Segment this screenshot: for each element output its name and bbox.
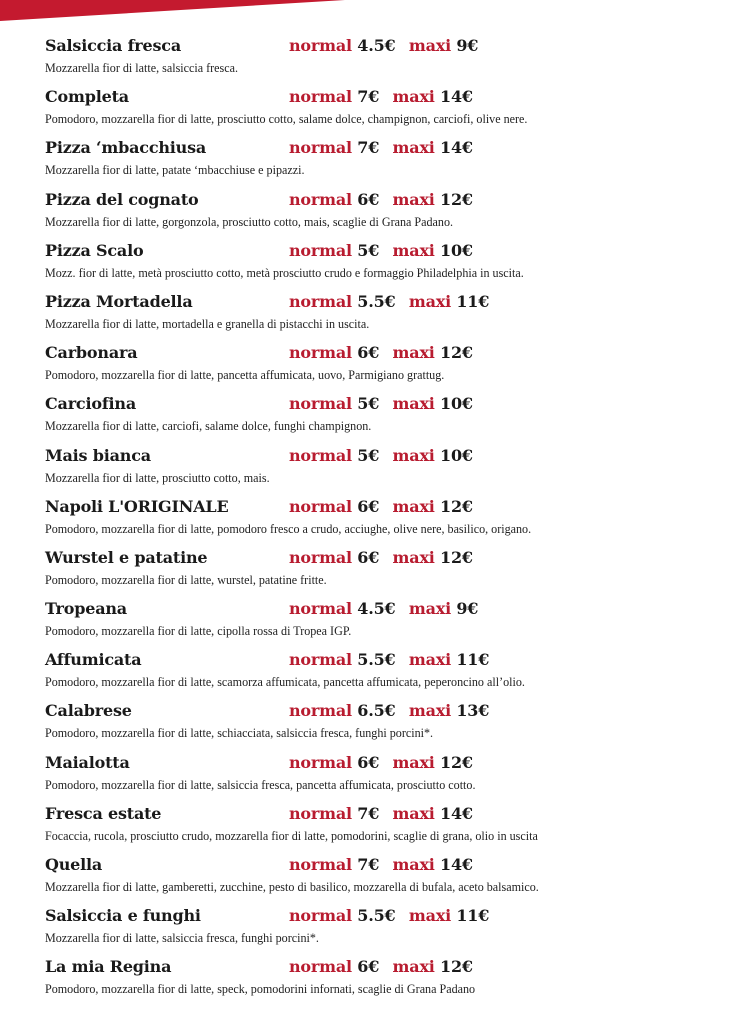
normal-label: normal bbox=[289, 36, 352, 55]
normal-price: 7€ bbox=[357, 803, 380, 823]
normal-price: 5€ bbox=[357, 240, 380, 260]
normal-label: normal bbox=[289, 752, 352, 772]
maxi-label: maxi bbox=[392, 138, 435, 158]
pizza-name: Pizza ‘mbacchiusa bbox=[45, 138, 207, 158]
maxi-label: maxi bbox=[408, 291, 451, 311]
maxi-price: 12€ bbox=[440, 496, 473, 516]
red-header-wedge bbox=[0, 0, 731, 30]
pizza-ingredients: Mozzarella fior di latte, carciofi, salame dolce, funghi champignon. bbox=[45, 418, 372, 434]
normal-price: 6.5€ bbox=[357, 701, 396, 721]
pizza-name: Pizza Mortadella bbox=[45, 291, 193, 311]
price-line bbox=[289, 753, 473, 772]
menu-item bbox=[45, 138, 725, 189]
maxi-price: 10€ bbox=[440, 394, 473, 414]
pizza-ingredients: Pomodoro, mozzarella fior di latte, cipolla rossa di Tropea IGP. bbox=[45, 623, 352, 639]
pizza-ingredients: Pomodoro, mozzarella fior di latte, pomodoro fresco a crudo, acciughe, olive nere, basilico, origano. bbox=[45, 520, 532, 536]
pizza-ingredients: Pomodoro, mozzarella fior di latte, wurstel, patatine fritte. bbox=[45, 571, 327, 587]
maxi-price: 9€ bbox=[456, 599, 479, 619]
normal-label: normal bbox=[289, 240, 352, 260]
pizza-ingredients: Pomodoro, mozzarella fior di latte, pancetta affumicata, uovo, Parmigiano grattug. bbox=[45, 367, 445, 383]
normal-label: normal bbox=[289, 87, 352, 107]
maxi-price: 14€ bbox=[440, 855, 473, 874]
normal-price: 6€ bbox=[357, 547, 380, 567]
menu-item bbox=[45, 241, 725, 292]
pizza-ingredients: Mozzarella fior di latte, gamberetti, zucchine, pesto di basilico, mozzarella di bufala, aceto balsamico. bbox=[45, 879, 539, 894]
maxi-label: maxi bbox=[392, 957, 435, 977]
normal-price: 7€ bbox=[357, 87, 380, 107]
maxi-price: 12€ bbox=[440, 752, 473, 772]
maxi-price: 13€ bbox=[456, 701, 490, 721]
normal-price: 7€ bbox=[357, 138, 380, 158]
normal-price: 5€ bbox=[357, 445, 380, 465]
maxi-label: maxi bbox=[408, 906, 451, 926]
price-line bbox=[289, 906, 489, 925]
pizza-name: Salsiccia fresca bbox=[45, 36, 181, 55]
price-line bbox=[289, 446, 473, 465]
normal-label: normal bbox=[289, 189, 352, 209]
normal-label: normal bbox=[289, 138, 352, 158]
normal-price: 6€ bbox=[357, 752, 380, 772]
normal-label: normal bbox=[289, 701, 352, 721]
pizza-name: Wurstel e patatine bbox=[45, 547, 208, 567]
pizza-name: Pizza del cognato bbox=[45, 189, 199, 209]
pizza-name: Salsiccia e funghi bbox=[45, 906, 201, 926]
maxi-price: 12€ bbox=[440, 189, 473, 209]
maxi-label: maxi bbox=[408, 650, 451, 670]
maxi-label: maxi bbox=[392, 343, 435, 363]
pizza-name: Napoli L'ORIGINALE bbox=[45, 496, 229, 516]
price-line bbox=[289, 804, 473, 823]
maxi-price: 10€ bbox=[440, 445, 473, 465]
menu-item bbox=[45, 394, 725, 445]
price-line bbox=[289, 650, 489, 669]
normal-price: 6€ bbox=[357, 957, 380, 977]
pizza-ingredients: Mozzarella fior di latte, gorgonzola, prosciutto cotto, mais, scaglie di Grana Padano. bbox=[45, 213, 454, 229]
menu-item bbox=[45, 753, 725, 804]
maxi-price: 12€ bbox=[440, 343, 473, 363]
pizza-ingredients: Pomodoro, mozzarella fior di latte, scamorza affumicata, pancetta affumicata, peperoncino all’olio. bbox=[45, 674, 525, 690]
normal-price: 6€ bbox=[357, 343, 380, 363]
normal-price: 7€ bbox=[357, 855, 380, 874]
normal-label: normal bbox=[289, 957, 352, 977]
pizza-name: Maialotta bbox=[45, 752, 130, 772]
menu-item bbox=[45, 446, 725, 497]
pizza-name: La mia Regina bbox=[45, 957, 172, 977]
maxi-label: maxi bbox=[392, 496, 435, 516]
price-line bbox=[289, 599, 478, 618]
maxi-label: maxi bbox=[392, 189, 435, 209]
normal-price: 4.5€ bbox=[357, 599, 396, 619]
pizza-name: Quella bbox=[45, 855, 103, 874]
pizza-ingredients: Mozzarella fior di latte, patate ‘mbacchiuse e pipazzi. bbox=[45, 162, 305, 178]
maxi-price: 11€ bbox=[456, 291, 490, 311]
menu-item bbox=[45, 599, 725, 650]
maxi-price: 10€ bbox=[440, 240, 473, 260]
maxi-label: maxi bbox=[408, 599, 451, 619]
maxi-price: 14€ bbox=[440, 138, 473, 158]
menu-item bbox=[45, 87, 725, 138]
normal-label: normal bbox=[289, 650, 352, 670]
menu-item bbox=[45, 650, 725, 701]
maxi-price: 12€ bbox=[440, 547, 473, 567]
menu-item bbox=[45, 804, 725, 855]
pizza-ingredients: Mozzarella fior di latte, salsiccia fresca, funghi porcini*. bbox=[45, 930, 319, 946]
price-line bbox=[289, 394, 473, 413]
maxi-price: 9€ bbox=[456, 36, 479, 55]
maxi-label: maxi bbox=[392, 803, 435, 823]
pizza-name: Tropeana bbox=[45, 599, 127, 619]
pizza-ingredients: Pomodoro, mozzarella fior di latte, salsiccia fresca, pancetta affumicata, prosciutto cotto. bbox=[45, 776, 476, 792]
pizza-name: Affumicata bbox=[45, 650, 142, 670]
normal-label: normal bbox=[289, 547, 352, 567]
maxi-price: 14€ bbox=[440, 803, 473, 823]
price-line bbox=[289, 36, 478, 55]
pizza-name: Carbonara bbox=[45, 343, 138, 363]
maxi-label: maxi bbox=[392, 87, 435, 107]
pizza-name: Fresca estate bbox=[45, 803, 162, 823]
menu-item bbox=[45, 701, 725, 752]
price-line bbox=[289, 292, 489, 311]
price-line bbox=[289, 241, 473, 260]
price-line bbox=[289, 548, 473, 567]
maxi-price: 11€ bbox=[456, 906, 490, 926]
normal-price: 6€ bbox=[357, 496, 380, 516]
pizza-name: Mais bianca bbox=[45, 445, 151, 465]
normal-price: 5.5€ bbox=[357, 906, 396, 926]
maxi-label: maxi bbox=[392, 855, 435, 874]
normal-price: 5€ bbox=[357, 394, 380, 414]
maxi-price: 12€ bbox=[440, 957, 473, 977]
menu-item bbox=[45, 548, 725, 599]
normal-price: 5.5€ bbox=[357, 291, 396, 311]
normal-label: normal bbox=[289, 496, 352, 516]
normal-price: 4.5€ bbox=[357, 36, 396, 55]
price-line bbox=[289, 343, 473, 362]
normal-price: 6€ bbox=[357, 189, 380, 209]
menu-item bbox=[45, 292, 725, 343]
maxi-label: maxi bbox=[408, 36, 451, 55]
maxi-price: 14€ bbox=[440, 87, 473, 107]
price-line bbox=[289, 497, 473, 516]
pizza-ingredients: Pomodoro, mozzarella fior di latte, prosciutto cotto, salame dolce, champignon, carciofi, olive nere. bbox=[45, 111, 528, 127]
price-line bbox=[289, 701, 489, 720]
menu-item bbox=[45, 497, 725, 548]
pizza-ingredients: Mozz. fior di latte, metà prosciutto cotto, metà prosciutto crudo e formaggio Philadelphia in uscita. bbox=[45, 264, 524, 280]
pizza-ingredients: Pomodoro, mozzarella fior di latte, schiacciata, salsiccia fresca, funghi porcini*. bbox=[45, 725, 434, 741]
pizza-ingredients: Mozzarella fior di latte, mortadella e granella di pistacchi in uscita. bbox=[45, 315, 370, 331]
maxi-price: 11€ bbox=[456, 650, 490, 670]
menu-item bbox=[45, 190, 725, 241]
price-line bbox=[289, 138, 473, 157]
price-line bbox=[289, 87, 473, 106]
normal-label: normal bbox=[289, 343, 352, 363]
price-line bbox=[289, 957, 473, 976]
maxi-label: maxi bbox=[392, 445, 435, 465]
menu-item bbox=[45, 343, 725, 394]
menu-item bbox=[45, 906, 725, 957]
maxi-label: maxi bbox=[392, 394, 435, 414]
maxi-label: maxi bbox=[392, 240, 435, 260]
pizza-ingredients: Focaccia, rucola, prosciutto crudo, mozzarella fior di latte, pomodorini, scaglie di grana, olio in uscita bbox=[45, 827, 538, 843]
pizza-name: Carciofina bbox=[45, 394, 136, 414]
pizza-ingredients: Mozzarella fior di latte, prosciutto cotto, mais. bbox=[45, 469, 270, 485]
pizza-name: Completa bbox=[45, 87, 129, 107]
price-line bbox=[289, 190, 473, 209]
pizza-ingredients: Pomodoro, mozzarella fior di latte, speck, pomodorini infornati, scaglie di Grana Padano bbox=[45, 981, 476, 997]
normal-label: normal bbox=[289, 906, 352, 926]
normal-price: 5.5€ bbox=[357, 650, 396, 670]
normal-label: normal bbox=[289, 599, 352, 619]
normal-label: normal bbox=[289, 291, 352, 311]
normal-label: normal bbox=[289, 445, 352, 465]
pizza-menu-list bbox=[45, 36, 725, 1009]
menu-item bbox=[45, 855, 725, 906]
normal-label: normal bbox=[289, 855, 352, 874]
menu-item bbox=[45, 36, 725, 87]
price-line bbox=[289, 855, 473, 874]
pizza-name: Calabrese bbox=[45, 701, 132, 721]
normal-label: normal bbox=[289, 803, 352, 823]
menu-item bbox=[45, 957, 725, 1008]
maxi-label: maxi bbox=[392, 547, 435, 567]
pizza-ingredients: Mozzarella fior di latte, salsiccia fresca. bbox=[45, 60, 239, 75]
normal-label: normal bbox=[289, 394, 352, 414]
maxi-label: maxi bbox=[392, 752, 435, 772]
pizza-name: Pizza Scalo bbox=[45, 240, 144, 260]
maxi-label: maxi bbox=[408, 701, 451, 721]
